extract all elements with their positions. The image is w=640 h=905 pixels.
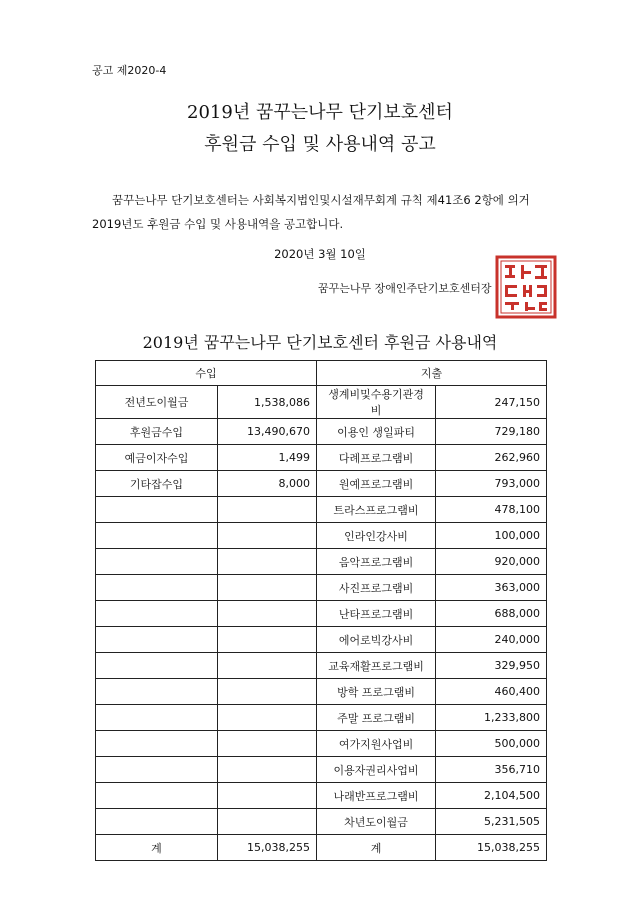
income-item-amount <box>218 783 317 809</box>
expense-item-label: 생계비및수용기관경비 <box>317 386 436 419</box>
expense-total-amount: 15,038,255 <box>436 835 547 861</box>
income-total-label: 계 <box>96 835 218 861</box>
table-row <box>96 627 547 653</box>
table-row <box>96 809 547 835</box>
income-item-amount <box>218 757 317 783</box>
income-item-label <box>96 731 218 757</box>
expense-item-label: 다례프로그램비 <box>317 445 436 471</box>
income-item-label <box>96 809 218 835</box>
expense-item-amount: 920,000 <box>436 549 547 575</box>
expense-item-label: 난타프로그램비 <box>317 601 436 627</box>
income-item-label: 기타잡수입 <box>96 471 218 497</box>
expense-item-amount: 460,400 <box>436 679 547 705</box>
income-item-amount: 1,499 <box>218 445 317 471</box>
expense-item-amount: 5,231,505 <box>436 809 547 835</box>
expense-total-label: 계 <box>317 835 436 861</box>
total-row <box>96 835 547 861</box>
table-row <box>96 653 547 679</box>
income-item-amount: 13,490,670 <box>218 419 317 445</box>
income-item-label <box>96 575 218 601</box>
expense-item-amount: 729,180 <box>436 419 547 445</box>
table-row <box>96 679 547 705</box>
income-item-label <box>96 627 218 653</box>
income-item-label <box>96 497 218 523</box>
expense-item-label: 여가지원사업비 <box>317 731 436 757</box>
expense-item-label: 나래반프로그램비 <box>317 783 436 809</box>
expense-item-label: 트라스프로그램비 <box>317 497 436 523</box>
expense-item-amount: 247,150 <box>436 386 547 419</box>
income-item-label <box>96 783 218 809</box>
expense-item-amount: 2,104,500 <box>436 783 547 809</box>
income-item-label <box>96 757 218 783</box>
expense-header: 지출 <box>317 361 547 386</box>
table-header-row <box>96 361 547 386</box>
income-item-label <box>96 523 218 549</box>
expense-item-label: 원예프로그램비 <box>317 471 436 497</box>
income-item-amount <box>218 627 317 653</box>
expense-item-label: 교육재활프로그램비 <box>317 653 436 679</box>
table-row <box>96 523 547 549</box>
table-row <box>96 575 547 601</box>
income-item-label: 전년도이월금 <box>96 386 218 419</box>
expense-item-amount: 363,000 <box>436 575 547 601</box>
table-row <box>96 601 547 627</box>
income-item-amount <box>218 731 317 757</box>
expense-item-label: 에어로빅강사비 <box>317 627 436 653</box>
income-item-label <box>96 679 218 705</box>
income-item-amount <box>218 523 317 549</box>
table-row <box>96 757 547 783</box>
income-item-label: 후원금수입 <box>96 419 218 445</box>
table-row <box>96 783 547 809</box>
notice-number: 공고 제2020-4 <box>92 64 167 77</box>
income-item-amount <box>218 601 317 627</box>
income-item-label <box>96 601 218 627</box>
income-total-amount: 15,038,255 <box>218 835 317 861</box>
expense-item-label: 이용인 생일파티 <box>317 419 436 445</box>
income-item-amount <box>218 679 317 705</box>
table-row <box>96 419 547 445</box>
expense-item-amount: 1,233,800 <box>436 705 547 731</box>
income-item-label <box>96 705 218 731</box>
body-paragraph: 꿈꾸는나무 단기보호센터는 사회복지법인및시설재무회계 규칙 제41조6 2항에 의거 2019년도 후원금 수입 및 사용내역을 공고합니다. <box>92 193 530 231</box>
expense-item-label: 이용자권리사업비 <box>317 757 436 783</box>
official-seal-icon <box>495 255 557 319</box>
table-row <box>96 386 547 419</box>
expense-item-amount: 262,960 <box>436 445 547 471</box>
table-row <box>96 497 547 523</box>
income-item-amount <box>218 653 317 679</box>
expense-item-label: 음악프로그램비 <box>317 549 436 575</box>
income-item-label <box>96 549 218 575</box>
donation-ledger-table <box>95 360 547 861</box>
expense-item-label: 인라인강사비 <box>317 523 436 549</box>
expense-item-amount: 793,000 <box>436 471 547 497</box>
announcement-date: 2020년 3월 10일 <box>274 247 366 261</box>
expense-item-amount: 329,950 <box>436 653 547 679</box>
document-title-line2: 후원금 수입 및 사용내역 공고 <box>204 134 436 155</box>
signer-line: 꿈꾸는나무 장애인주단기보호센터장 <box>318 282 492 295</box>
expense-item-amount: 240,000 <box>436 627 547 653</box>
income-item-amount <box>218 575 317 601</box>
expense-item-label: 차년도이월금 <box>317 809 436 835</box>
income-header: 수입 <box>96 361 317 386</box>
income-item-amount: 8,000 <box>218 471 317 497</box>
table-row <box>96 445 547 471</box>
table-title: 2019년 꿈꾸는나무 단기보호센터 후원금 사용내역 <box>142 333 498 352</box>
expense-item-amount: 500,000 <box>436 731 547 757</box>
expense-item-amount: 688,000 <box>436 601 547 627</box>
table-row <box>96 471 547 497</box>
table-row <box>96 705 547 731</box>
income-item-label: 예금이자수입 <box>96 445 218 471</box>
income-item-amount <box>218 705 317 731</box>
expense-item-amount: 478,100 <box>436 497 547 523</box>
income-item-amount: 1,538,086 <box>218 386 317 419</box>
table-row <box>96 731 547 757</box>
income-item-label <box>96 653 218 679</box>
table-row <box>96 549 547 575</box>
document-title-line1: 2019년 꿈꾸는나무 단기보호센터 <box>187 102 453 123</box>
income-item-amount <box>218 549 317 575</box>
expense-item-label: 사진프로그램비 <box>317 575 436 601</box>
expense-item-amount: 356,710 <box>436 757 547 783</box>
income-item-amount <box>218 497 317 523</box>
income-item-amount <box>218 809 317 835</box>
expense-item-amount: 100,000 <box>436 523 547 549</box>
expense-item-label: 주말 프로그램비 <box>317 705 436 731</box>
expense-item-label: 방학 프로그램비 <box>317 679 436 705</box>
